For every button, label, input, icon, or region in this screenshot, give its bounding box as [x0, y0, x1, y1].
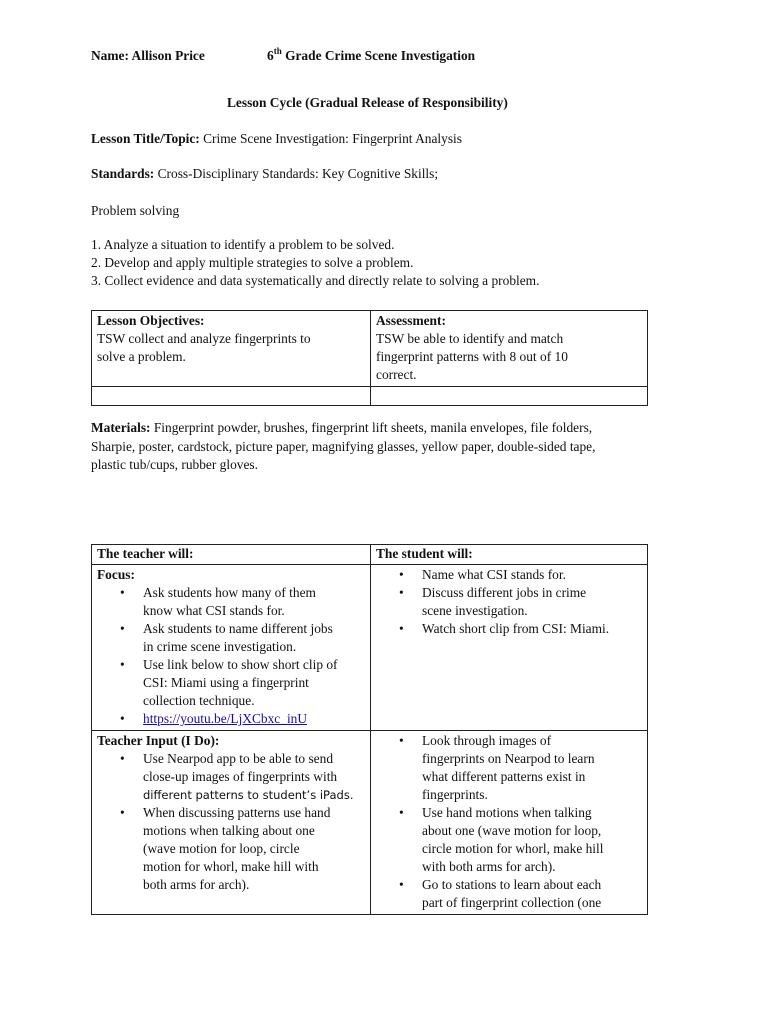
list-item: • Watch short clip from CSI: Miami.	[422, 620, 642, 638]
materials-line-1	[91, 419, 592, 436]
numbered-item-3: 3. Collect evidence and data systematically and directly relate to solving a problem.	[91, 273, 540, 288]
input-student-list	[376, 732, 642, 912]
assessment-cell	[371, 311, 648, 387]
objectives-row	[92, 311, 648, 387]
list-item: • Ask students how many of them know what CSI stands for.	[143, 584, 365, 620]
list-item: • Use Nearpod app to be able to send close-up images of fingerprints with different patterns to student’s iPads.	[143, 750, 365, 804]
focus-row	[92, 565, 648, 731]
list-item: • Discuss different jobs in crime scene investigation.	[422, 584, 642, 620]
empty-cell	[371, 387, 648, 406]
focus-teacher-cell	[92, 565, 371, 731]
assessment-text-line: correct.	[376, 367, 417, 382]
focus-student-cell	[371, 565, 648, 731]
lesson-plan-table	[91, 544, 648, 915]
input-teacher-cell	[92, 731, 371, 915]
standards-line	[91, 165, 438, 182]
materials-line-3: plastic tub/cups, rubber gloves.	[91, 457, 258, 472]
materials-line-2: Sharpie, poster, cardstock, picture paper, magnifying glasses, yellow paper, double-sided tape,	[91, 439, 596, 454]
list-item: • Use hand motions when talking about one (wave motion for loop, circle motion for whorl, make hill with both arms for arch).	[422, 804, 642, 876]
list-item: • Look through images of fingerprints on Nearpod to learn what different patterns exist in fingerprints.	[422, 732, 642, 804]
input-student-cell	[371, 731, 648, 915]
materials-text-1: Fingerprint powder, brushes, fingerprint lift sheets, manila envelopes, file folders,	[153, 420, 593, 435]
list-item: • Name what CSI stands for.	[422, 566, 642, 584]
plan-header-row	[92, 545, 648, 565]
numbered-item-1: 1. Analyze a situation to identify a problem to be solved.	[91, 237, 395, 252]
lesson-cycle-heading: Lesson Cycle (Gradual Release of Responsibility)	[227, 95, 508, 110]
empty-cell	[92, 387, 371, 406]
problem-solving-text: Problem solving	[91, 203, 180, 218]
list-item	[143, 710, 365, 728]
list-item: • Ask students to name different jobs in crime scene investigation.	[143, 620, 365, 656]
focus-student-list	[376, 566, 642, 638]
numbered-item-2: 2. Develop and apply multiple strategies to solve a problem.	[91, 255, 414, 270]
youtube-link[interactable]: https://youtu.be/LjXCbxc_inU	[143, 711, 308, 726]
objectives-text-line: TSW collect and analyze fingerprints to	[97, 331, 311, 346]
assessment-text-line: fingerprint patterns with 8 out of 10	[376, 349, 568, 364]
focus-label: Focus:	[97, 567, 135, 582]
assessment-text-line: TSW be able to identify and match	[376, 331, 564, 346]
topic-line	[91, 130, 462, 147]
header-line	[91, 47, 205, 64]
list-item: • When discussing patterns use hand motions when talking about one (wave motion for loop, circle motion for whorl, make hill with both arms for arch).	[143, 804, 365, 894]
objectives-table	[91, 310, 648, 406]
teacher-input-row	[92, 731, 648, 915]
standards-label: Standards:	[91, 166, 155, 181]
focus-teacher-list	[97, 584, 365, 728]
standards-value: Cross-Disciplinary Standards: Key Cognitive Skills;	[157, 166, 439, 181]
topic-label: Lesson Title/Topic:	[91, 131, 200, 146]
list-item: • Go to stations to learn about each part of fingerprint collection (one	[422, 876, 642, 912]
teacher-input-label: Teacher Input (I Do):	[97, 733, 220, 748]
student-header: The student will:	[371, 545, 648, 565]
objectives-cell	[92, 311, 371, 387]
assessment-label: Assessment:	[376, 313, 446, 328]
topic-value: Crime Scene Investigation: Fingerprint Analysis	[203, 131, 462, 146]
grade-title: Grade Crime Scene Investigation	[285, 48, 476, 63]
teacher-header: The teacher will:	[92, 545, 371, 565]
name-value: Allison Price	[131, 48, 205, 63]
materials-label: Materials:	[91, 420, 151, 435]
objectives-text-line: solve a problem.	[97, 349, 186, 364]
name-label: Name:	[91, 48, 129, 63]
course-title	[267, 47, 475, 64]
grade-superscript: th	[273, 46, 282, 56]
input-teacher-list	[97, 750, 365, 894]
empty-row	[92, 387, 648, 406]
grade-number: 6	[267, 48, 274, 63]
list-item: • Use link below to show short clip of CSI: Miami using a fingerprint collection technique.	[143, 656, 365, 710]
objectives-label: Lesson Objectives:	[97, 313, 205, 328]
